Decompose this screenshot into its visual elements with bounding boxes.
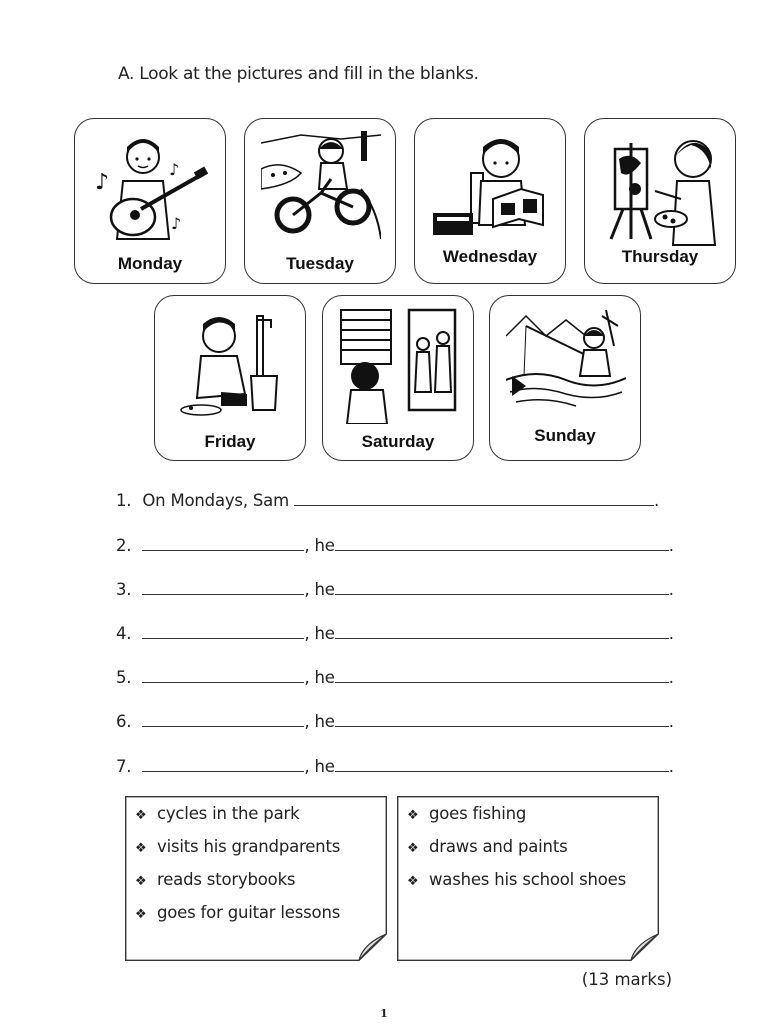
question-4 [116, 623, 674, 643]
period: . [668, 668, 674, 687]
phrase: washes his school shoes [429, 870, 626, 889]
question-text: , he [304, 624, 335, 643]
day-blank[interactable] [142, 667, 304, 683]
bullet-icon: ❖ [135, 808, 147, 823]
card-sunday [489, 295, 641, 461]
answer-blank[interactable] [335, 535, 669, 551]
period: . [668, 712, 674, 731]
phrase: reads storybooks [157, 870, 296, 889]
card-saturday [322, 295, 474, 461]
phrase: visits his grandparents [157, 837, 341, 856]
list-item [135, 837, 340, 870]
question-5 [116, 667, 674, 687]
day-label: Wednesday [442, 247, 538, 266]
period: . [668, 536, 674, 555]
question-number: 4. [116, 624, 132, 643]
list-item [135, 804, 340, 837]
list-item [135, 870, 340, 903]
period: . [654, 491, 660, 510]
bullet-icon: ❖ [407, 841, 419, 856]
question-number: 1. [116, 491, 132, 510]
bullet-icon: ❖ [407, 874, 419, 889]
fishing-boy-icon [506, 306, 626, 424]
question-number: 3. [116, 580, 132, 599]
card-thursday [584, 118, 736, 284]
answer-blank[interactable] [335, 756, 669, 772]
day-blank[interactable] [142, 623, 304, 639]
question-3 [116, 579, 674, 599]
question-number: 5. [116, 668, 132, 687]
card-wednesday [414, 118, 566, 284]
answer-blank[interactable] [335, 667, 669, 683]
phrase: goes for guitar lessons [157, 903, 341, 922]
bullet-icon: ❖ [135, 907, 147, 922]
instruction: A. Look at the pictures and fill in the blanks. [118, 64, 479, 84]
question-text: , he [304, 580, 335, 599]
question-text: , he [304, 668, 335, 687]
card-friday [154, 295, 306, 461]
day-label: Thursday [621, 247, 699, 266]
question-1 [116, 490, 659, 510]
question-text: , he [304, 757, 335, 776]
question-2 [116, 535, 674, 555]
visiting-grandparents-icon [339, 306, 459, 424]
question-number: 7. [116, 757, 132, 776]
day-label: Friday [204, 432, 256, 451]
phrase: goes fishing [429, 804, 527, 823]
period: . [668, 624, 674, 643]
washing-shoes-icon [171, 306, 291, 424]
svg-text:♪: ♪ [169, 160, 180, 179]
guitar-player-icon [91, 129, 211, 247]
marks-label: (13 marks) [581, 970, 672, 989]
answer-blank[interactable] [335, 579, 669, 595]
question-number: 6. [116, 712, 132, 731]
answer-blank[interactable] [294, 490, 654, 506]
list-item [407, 804, 626, 837]
period: . [668, 757, 674, 776]
day-blank[interactable] [142, 756, 304, 772]
svg-text:♪: ♪ [95, 170, 110, 195]
word-bank-left [125, 796, 387, 961]
cycling-boy-icon [261, 129, 381, 247]
list-item [407, 870, 626, 903]
list-item [135, 903, 340, 936]
question-text: , he [304, 536, 335, 555]
day-label: Sunday [534, 426, 596, 445]
bullet-icon: ❖ [135, 841, 147, 856]
answer-blank[interactable] [335, 711, 669, 727]
day-blank[interactable] [142, 579, 304, 595]
page-number: 1 [380, 1007, 388, 1020]
period: . [668, 580, 674, 599]
reading-boy-icon [431, 129, 551, 247]
question-number: 2. [116, 536, 132, 555]
answer-blank[interactable] [335, 623, 669, 639]
bullet-icon: ❖ [407, 808, 419, 823]
card-tuesday [244, 118, 396, 284]
day-label: Saturday [361, 432, 435, 451]
word-bank-right [397, 796, 659, 961]
phrase: cycles in the park [157, 804, 300, 823]
phrase: draws and paints [429, 837, 568, 856]
list-item [407, 837, 626, 870]
day-blank[interactable] [142, 535, 304, 551]
painting-boy-icon [601, 129, 721, 247]
question-text: , he [304, 712, 335, 731]
bullet-icon: ❖ [135, 874, 147, 889]
svg-text:♪: ♪ [171, 214, 182, 233]
day-blank[interactable] [142, 711, 304, 727]
question-7 [116, 756, 674, 776]
question-text: On Mondays, Sam [142, 491, 289, 510]
day-label: Monday [117, 254, 183, 273]
question-6 [116, 711, 674, 731]
day-label: Tuesday [286, 254, 354, 273]
card-monday [74, 118, 226, 284]
